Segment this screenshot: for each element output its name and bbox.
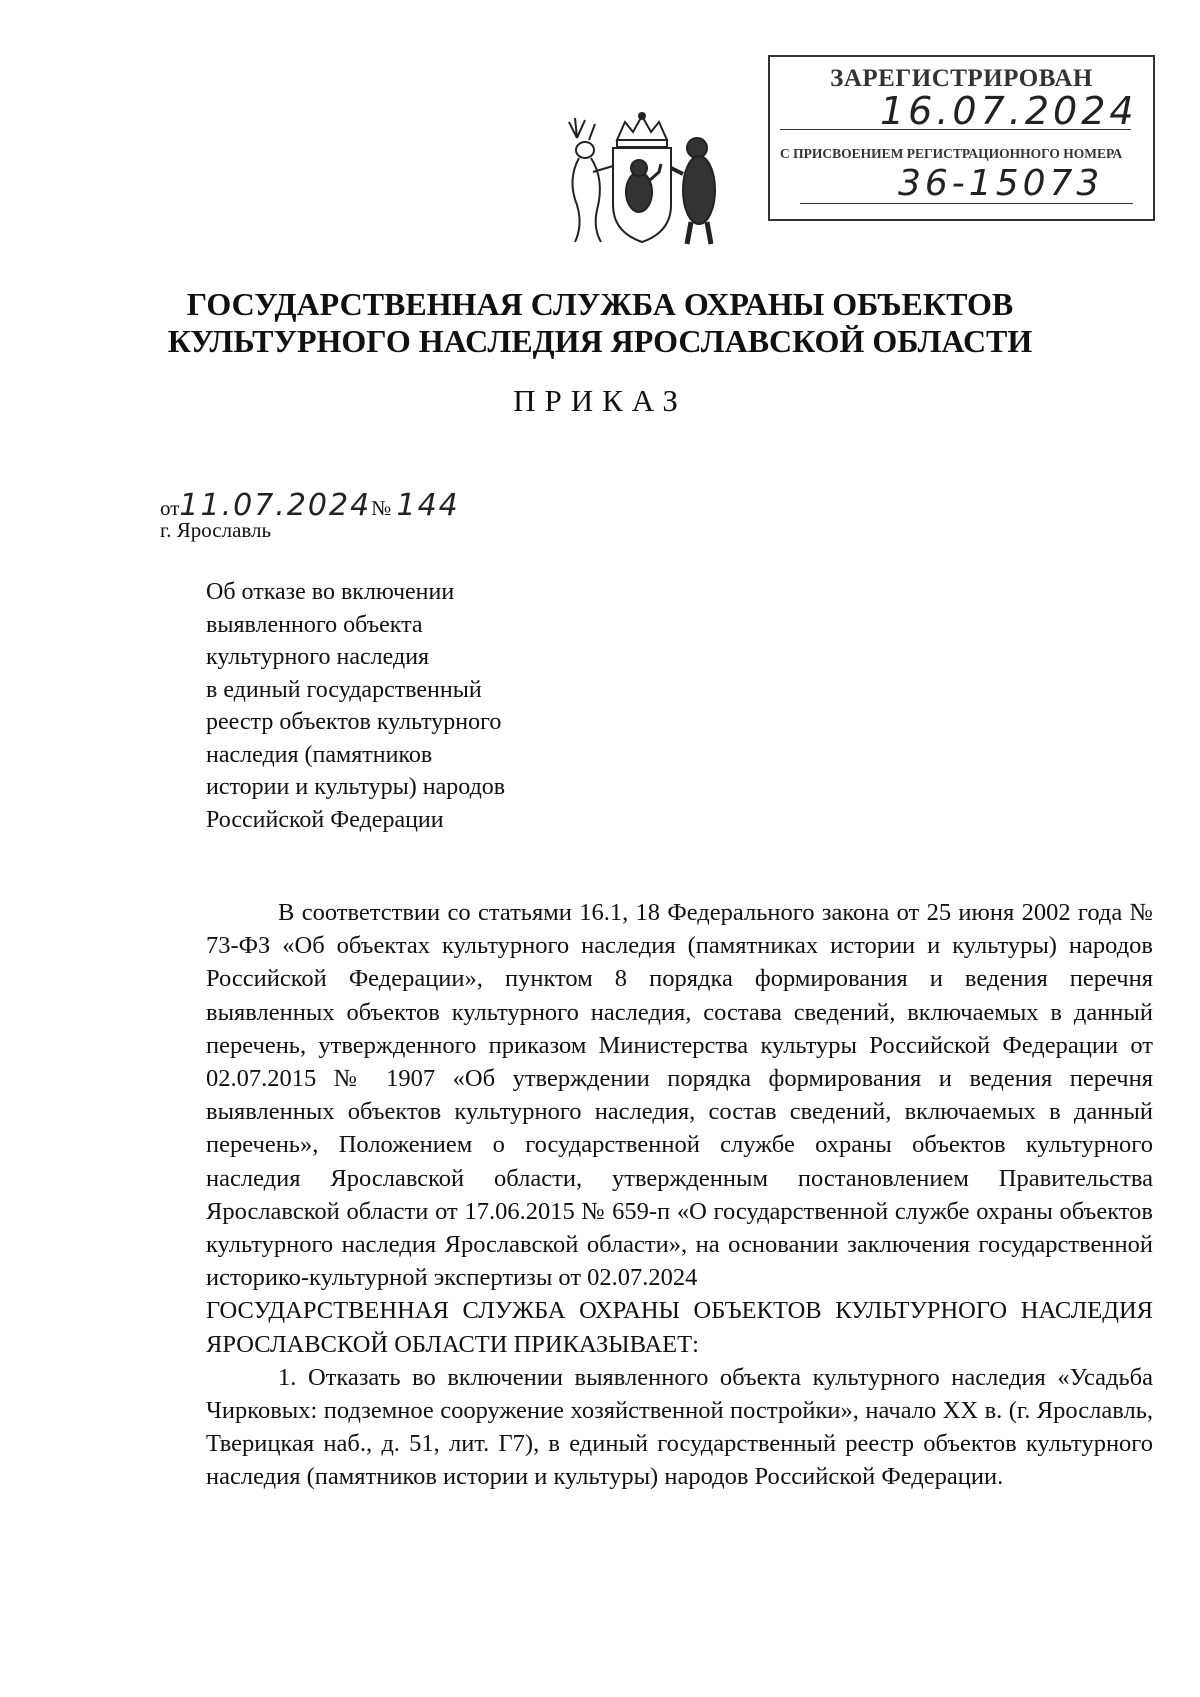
subject-line: культурного наследия — [206, 644, 430, 670]
order-number: 144 — [396, 488, 460, 523]
stamp-registration-number: 36-15073 — [898, 163, 1104, 204]
stamp-title: ЗАРЕГИСТРИРОВАН — [830, 65, 1093, 92]
stamp-date: 16.07.2024 — [880, 89, 1138, 133]
number-prefix: № — [371, 496, 392, 520]
subject-line: наследия (памятников — [206, 741, 433, 768]
stamp-subtitle: С ПРИСВОЕНИЕМ РЕГИСТРАЦИОННОГО НОМЕРА — [780, 146, 1123, 161]
subject-line: в единый государственный — [206, 676, 482, 703]
order-subject — [206, 576, 586, 836]
order-date: 11.07.2024 — [179, 488, 372, 523]
subject-line: истории и культуры) народов — [206, 774, 506, 800]
order-phrase: ГОСУДАРСТВЕННАЯ СЛУЖБА ОХРАНЫ ОБЪЕКТОВ КУЛЬТУРНОГО НАСЛЕДИЯ ЯРОСЛАВСКОЙ ОБЛАСТИ ПРИКАЗЫВАЕТ: — [206, 1297, 1153, 1358]
date-prefix: от — [160, 496, 180, 520]
document-type: ПРИКАЗ — [513, 383, 687, 418]
subject-line: реестр объектов культурного — [206, 709, 502, 735]
organization-title-line-2: КУЛЬТУРНОГО НАСЛЕДИЯ ЯРОСЛАВСКОЙ ОБЛАСТИ — [167, 323, 1033, 359]
organization-title — [0, 286, 1200, 360]
order-item-1: 1. Отказать во включении выявленного объекта культурного наследия «Усадьба Чирковых: подземное сооружение хозяйственной постройки», начало XX в. (г. Ярославль, Тверицкая наб., д. 51, лит. Г7), в единый государственный реестр объектов культурного наследия (памятников истории и культуры) народов Российской Федерации. — [206, 1363, 1153, 1491]
subject-line: Российской Федерации — [206, 806, 444, 833]
subject-line: выявленного объекта — [206, 611, 423, 638]
subject-line: Об отказе во включении — [206, 579, 455, 605]
coat-of-arms-icon — [555, 110, 730, 250]
stamp-divider — [780, 129, 1131, 130]
preamble-paragraph: В соответствии со статьями 16.1, 18 Федерального закона от 25 июня 2002 года № 73-ФЗ «Об объектах культурного наследия (памятниках истории и культуры) народов Российской Федерации», пунктом 8 порядка формирования и ведения перечня выявленных объектов культурного наследия, состава сведений, включаемых в данный перечень, утвержденного приказом Министерства культуры Российской Федерации от 02.07.2015 № 1907 «Об утверждении порядка формирования и ведения перечня выявленных объектов культурного наследия, состав сведений, включаемых в данный перечень», Положением о государственной службе охраны объектов культурного наследия Ярославской области, утвержденным постановлением Правительства Ярославской области от 17.06.2015 № 659-п «О государственной службе охраны объектов культурного наследия Ярославской области», на основании заключения государственной историко-культурной экспертизы от 02.07.2024 — [206, 899, 1153, 1292]
order-body — [206, 896, 1153, 1494]
city: г. Ярославль — [160, 518, 272, 542]
stamp-underline — [800, 203, 1133, 204]
registration-stamp — [768, 55, 1155, 221]
organization-title-line-1: ГОСУДАРСТВЕННАЯ СЛУЖБА ОХРАНЫ ОБЪЕКТОВ — [186, 286, 1014, 322]
